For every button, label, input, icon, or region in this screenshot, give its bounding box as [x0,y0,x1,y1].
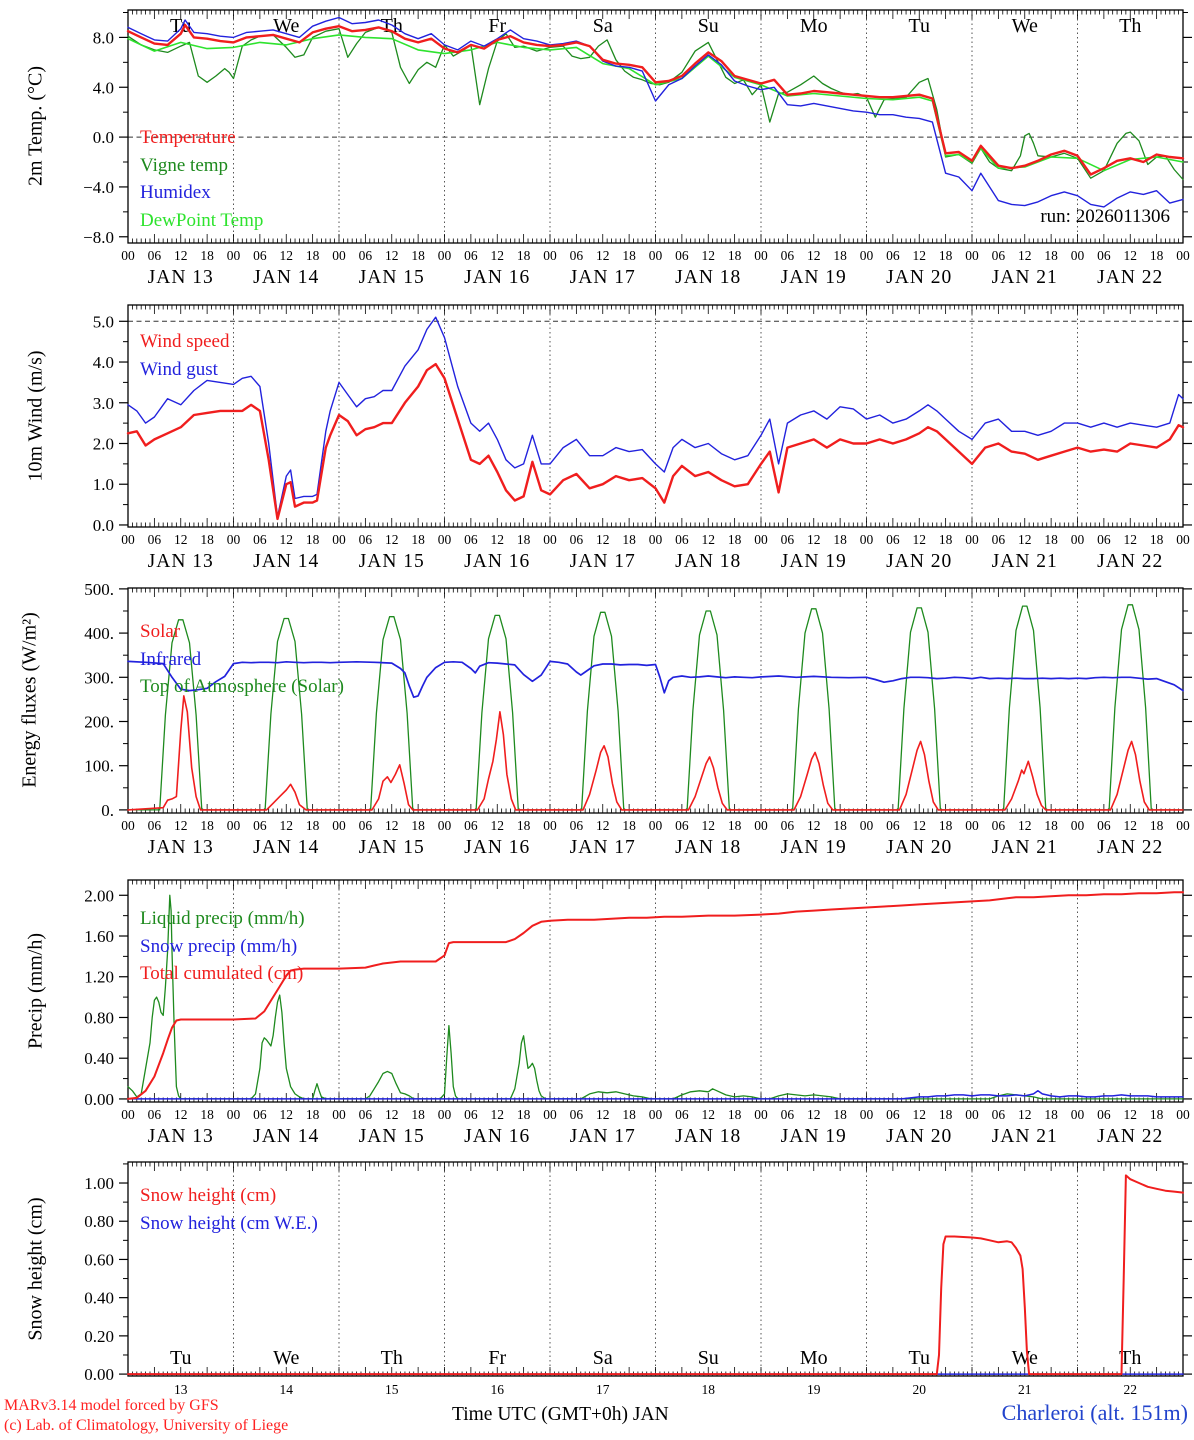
hour-tick-label: 00 [1176,532,1190,547]
day-number-label: 14 [279,1382,293,1397]
day-name-label: Th [380,15,403,37]
legend-item-snow-precip: Snow precip (mm/h) [140,935,298,957]
hour-tick-label: 18 [1149,818,1164,833]
date-label: JAN 19 [780,837,847,858]
date-label: JAN 21 [991,837,1058,858]
y-tick-label: 0.60 [84,1250,114,1270]
hour-tick-label: 12 [912,532,926,547]
hour-tick-label: 06 [464,532,478,547]
day-number-label: 21 [1018,1382,1032,1397]
day-name-label: Sa [592,15,613,37]
y-tick-label: −8.0 [83,227,114,247]
hour-tick-label: 18 [833,248,847,263]
hour-tick-label: 12 [596,818,610,833]
hour-tick-label: 00 [121,1107,135,1122]
hour-tick-label: 06 [569,818,584,833]
y-tick-label: 8.0 [92,28,114,48]
date-label: JAN 13 [147,551,214,572]
hour-tick-label: 18 [200,248,214,263]
y-tick-label: 0.00 [84,1089,114,1109]
hour-tick-label: 00 [121,248,135,263]
day-name-label: We [1011,1347,1038,1369]
hour-tick-label: 06 [675,532,689,547]
hour-tick-label: 06 [675,818,689,833]
hour-tick-label: 12 [279,818,293,833]
hour-tick-label: 06 [358,248,373,263]
hour-tick-label: 18 [411,818,425,833]
hour-tick-label: 12 [1018,1107,1032,1122]
hour-tick-label: 06 [253,532,267,547]
hour-tick-label: 12 [174,818,188,833]
hour-tick-label: 12 [385,1107,399,1122]
hour-tick-label: 18 [727,1107,742,1122]
day-name-label: Th [380,1347,403,1369]
day-name-label: Tu [908,1347,931,1369]
hour-tick-label: 12 [807,1107,821,1122]
date-label: JAN 14 [253,1126,320,1147]
hour-tick-label: 00 [965,532,979,547]
hour-tick-label: 06 [1097,532,1111,547]
hour-tick-label: 12 [807,532,821,547]
hour-tick-label: 06 [147,532,162,547]
y-tick-label: 0.0 [92,128,114,148]
hour-tick-label: 00 [648,532,663,547]
hour-tick-label: 00 [543,1107,557,1122]
y-tick-label: 1.00 [84,1174,114,1194]
hour-tick-label: 00 [332,532,346,547]
date-label: JAN 16 [464,1126,531,1147]
y-tick-label: 400. [84,624,114,644]
hour-tick-label: 06 [886,1107,900,1122]
date-label: JAN 20 [886,267,953,288]
hour-tick-label: 12 [807,248,821,263]
hour-tick-label: 12 [701,1107,715,1122]
hour-tick-label: 18 [516,532,531,547]
hour-tick-label: 06 [569,532,584,547]
date-label: JAN 21 [991,551,1058,572]
date-label: JAN 18 [675,551,742,572]
hour-tick-label: 18 [516,248,531,263]
station-label: Charleroi (alt. 151m) [1001,1400,1188,1425]
y-tick-label: 0.20 [84,1326,114,1346]
day-name-label: We [1011,15,1038,37]
hour-tick-label: 00 [754,1107,768,1122]
y-tick-label: 2.0 [92,434,114,454]
hour-tick-label: 12 [1123,532,1137,547]
hour-tick-label: 06 [253,248,267,263]
legend-item-liquid-precip: Liquid precip (mm/h) [140,908,305,929]
hour-tick-label: 12 [279,1107,293,1122]
hour-tick-label: 12 [174,248,188,263]
hour-tick-label: 00 [332,1107,346,1122]
date-label: JAN 19 [780,1126,847,1147]
hour-tick-label: 00 [1070,1107,1085,1122]
hour-tick-label: 06 [569,248,584,263]
series-solar [128,696,1183,810]
hour-tick-label: 12 [174,1107,188,1122]
hour-tick-label: 06 [253,1107,267,1122]
day-number-label: 19 [807,1382,821,1397]
hour-tick-label: 00 [437,818,452,833]
run-label: run: 2026011306 [1040,206,1170,227]
hour-tick-label: 12 [596,1107,610,1122]
date-label: JAN 13 [147,1126,214,1147]
y-tick-label: 3.0 [92,393,114,413]
hour-tick-label: 06 [358,818,373,833]
legend-snow [140,1182,318,1237]
hour-tick-label: 12 [912,248,926,263]
legend-item-dewpoint-temp: DewPoint Temp [140,209,264,231]
hour-tick-label: 18 [1044,248,1058,263]
hour-tick-label: 06 [886,818,900,833]
footer-copyright: (c) Lab. of Climatology, University of Liege [4,1417,289,1434]
day-name-label: Tu [908,15,931,37]
legend-item-snow-height-we: Snow height (cm W.E.) [140,1212,318,1234]
legend-item-temperature: Temperature [140,127,236,148]
hour-tick-label: 00 [332,248,346,263]
x-axis-title-time-utc: Time UTC (GMT+0h) JAN [452,1404,669,1425]
day-name-label: Tu [169,1347,192,1369]
hour-tick-label: 12 [490,1107,504,1122]
day-name-label: Su [697,1347,719,1369]
day-number-label: 13 [174,1382,188,1397]
hour-tick-label: 18 [411,1107,425,1122]
date-label: JAN 17 [569,551,636,572]
hour-tick-label: 18 [305,1107,320,1122]
y-axis-title-energy: Energy fluxes (W/m²) [18,612,41,788]
hour-tick-label: 18 [1149,532,1164,547]
hour-tick-label: 12 [1018,818,1032,833]
hour-tick-label: 12 [701,818,715,833]
hour-tick-label: 00 [859,532,874,547]
hour-tick-label: 12 [1123,1107,1137,1122]
hour-tick-label: 12 [490,532,504,547]
legend-energy [140,618,344,701]
hour-tick-label: 18 [1044,1107,1058,1122]
day-number-label: 20 [912,1382,926,1397]
y-axis-title-temperature: 2m Temp. (°C) [24,65,47,187]
hour-tick-label: 18 [200,532,214,547]
hour-tick-label: 00 [859,1107,874,1122]
hour-tick-label: 00 [1176,818,1190,833]
hour-tick-label: 06 [147,1107,162,1122]
y-axis-title-precip: Precip (mm/h) [24,932,47,1050]
hour-tick-label: 00 [648,818,663,833]
hour-tick-label: 06 [464,248,478,263]
y-tick-label: 2.00 [84,886,114,906]
hour-tick-label: 06 [991,1107,1006,1122]
hour-tick-label: 00 [226,532,241,547]
hour-tick-label: 18 [727,248,742,263]
day-name-label: Mo [799,1347,828,1369]
day-number-label: 16 [490,1382,504,1397]
hour-tick-label: 00 [965,248,979,263]
hour-tick-label: 00 [437,1107,452,1122]
day-name-label: Su [697,15,719,37]
date-label: JAN 14 [253,267,320,288]
series-vigne-temp [128,27,1183,179]
hour-tick-label: 18 [938,532,953,547]
date-label: JAN 17 [569,267,636,288]
hour-tick-label: 00 [543,532,557,547]
date-label: JAN 16 [464,267,531,288]
hour-tick-label: 18 [938,1107,953,1122]
hour-tick-label: 18 [833,818,847,833]
y-tick-label: 1.20 [84,967,114,987]
hour-tick-label: 00 [226,248,241,263]
hour-tick-label: 06 [147,818,162,833]
legend-item-snow-height: Snow height (cm) [140,1185,277,1206]
hour-tick-label: 06 [1097,818,1111,833]
date-label: JAN 19 [780,267,847,288]
date-label: JAN 18 [675,267,742,288]
hour-tick-label: 12 [279,248,293,263]
y-tick-label: 0.0 [92,515,114,535]
y-tick-label: 100. [84,756,114,776]
y-tick-label: 5.0 [92,312,114,332]
day-name-label: Tu [169,15,192,37]
day-number-label: 17 [596,1382,610,1397]
hour-tick-label: 18 [622,248,636,263]
hour-tick-label: 00 [121,532,135,547]
date-label: JAN 18 [675,1126,742,1147]
hour-tick-label: 18 [622,1107,636,1122]
hour-tick-label: 00 [965,1107,979,1122]
hour-tick-label: 18 [833,1107,847,1122]
y-axis-title-wind: 10m Wind (m/s) [24,350,47,482]
hour-tick-label: 00 [648,248,663,263]
hour-tick-label: 06 [886,248,900,263]
hour-tick-label: 18 [622,818,636,833]
hour-tick-label: 12 [385,532,399,547]
date-label: JAN 14 [253,837,320,858]
date-label: JAN 16 [464,837,531,858]
date-label: JAN 22 [1097,551,1164,572]
hour-tick-label: 00 [754,818,768,833]
day-name-label: Th [1119,1347,1142,1369]
hour-tick-label: 00 [226,1107,241,1122]
date-label: JAN 20 [886,551,953,572]
hour-tick-label: 00 [859,248,874,263]
hour-tick-label: 12 [1018,532,1032,547]
y-tick-label: −4.0 [83,177,114,197]
hour-tick-label: 12 [596,248,610,263]
footer-model-credit: MARv3.14 model forced by GFS [4,1397,219,1414]
hour-tick-label: 06 [780,248,795,263]
day-number-label: 15 [385,1382,399,1397]
date-label: JAN 15 [358,267,425,288]
y-tick-label: 0.40 [84,1288,114,1308]
legend-item-toa-solar: Top of Atmosphere (Solar) [140,676,344,697]
hour-tick-label: 00 [1176,248,1190,263]
date-label: JAN 16 [464,551,531,572]
date-label: JAN 20 [886,837,953,858]
hour-tick-label: 12 [596,532,610,547]
hour-tick-label: 18 [1044,818,1058,833]
hour-tick-label: 18 [727,818,742,833]
hour-tick-label: 06 [358,532,373,547]
day-name-label: Sa [592,1347,613,1369]
legend-item-wind-gust: Wind gust [140,358,218,380]
hour-tick-label: 18 [305,248,320,263]
hour-tick-label: 12 [1123,818,1137,833]
legend-temperature [140,124,263,234]
hour-tick-label: 00 [226,818,241,833]
hour-tick-label: 06 [464,818,478,833]
date-label: JAN 22 [1097,267,1164,288]
hour-tick-label: 00 [437,532,452,547]
hour-tick-label: 06 [991,532,1006,547]
y-tick-label: 500. [84,579,114,599]
legend-item-solar: Solar [140,621,181,642]
hour-tick-label: 06 [780,818,795,833]
hour-tick-label: 00 [1176,1107,1190,1122]
hour-tick-label: 18 [200,818,214,833]
date-label: JAN 22 [1097,1126,1164,1147]
day-number-label: 18 [701,1382,715,1397]
hour-tick-label: 00 [1070,532,1085,547]
date-label: JAN 15 [358,1126,425,1147]
legend-item-vigne-temp: Vigne temp [140,154,229,176]
day-name-label: We [273,1347,300,1369]
hour-tick-label: 18 [516,818,531,833]
hour-tick-label: 06 [991,818,1006,833]
hour-tick-label: 06 [147,248,162,263]
hour-tick-label: 18 [833,532,847,547]
date-label: JAN 18 [675,837,742,858]
hour-tick-label: 18 [411,248,425,263]
hour-tick-label: 12 [385,818,399,833]
legend-wind [140,328,229,383]
hour-tick-label: 06 [569,1107,584,1122]
hour-tick-label: 06 [675,248,689,263]
date-label: JAN 20 [886,1126,953,1147]
hour-tick-label: 00 [1070,248,1085,263]
date-label: JAN 22 [1097,837,1164,858]
y-tick-label: 4.0 [92,353,114,373]
hour-tick-label: 12 [490,248,504,263]
hour-tick-label: 06 [780,1107,795,1122]
hour-tick-label: 06 [253,818,267,833]
hour-tick-label: 18 [727,532,742,547]
hour-tick-label: 06 [1097,248,1111,263]
y-tick-label: 0. [101,800,114,820]
day-name-label: Fr [488,15,507,37]
hour-tick-label: 18 [1044,532,1058,547]
hour-tick-label: 18 [305,818,320,833]
hour-tick-label: 18 [305,532,320,547]
day-name-label: Th [1119,15,1142,37]
hour-tick-label: 00 [1070,818,1085,833]
hour-tick-label: 12 [1123,248,1137,263]
date-label: JAN 14 [253,551,320,572]
y-tick-label: 0.40 [84,1049,114,1069]
hour-tick-label: 00 [332,818,346,833]
legend-item-total-cumulated: Total cumulated (cm) [140,963,304,984]
hour-tick-label: 00 [121,818,135,833]
hour-tick-label: 00 [648,1107,663,1122]
hour-tick-label: 00 [543,248,557,263]
hour-tick-label: 00 [543,818,557,833]
hour-tick-label: 12 [912,1107,926,1122]
hour-tick-label: 06 [991,248,1006,263]
hour-tick-label: 18 [1149,1107,1164,1122]
hour-tick-label: 12 [912,818,926,833]
series-humidex [128,18,1183,207]
legend-item-wind-speed: Wind speed [140,331,230,352]
day-name-label: We [273,15,300,37]
y-tick-label: 200. [84,712,114,732]
date-label: JAN 13 [147,267,214,288]
hour-tick-label: 12 [701,248,715,263]
hour-tick-label: 06 [358,1107,373,1122]
hour-tick-label: 12 [1018,248,1032,263]
hour-tick-label: 18 [1149,248,1164,263]
date-label: JAN 17 [569,1126,636,1147]
y-tick-label: 4.0 [92,78,114,98]
y-tick-label: 0.80 [84,1008,114,1028]
hour-tick-label: 00 [754,248,768,263]
hour-tick-label: 18 [200,1107,214,1122]
hour-tick-label: 18 [938,248,953,263]
hour-tick-label: 18 [411,532,425,547]
hour-tick-label: 06 [675,1107,689,1122]
panel-wind [93,305,1192,572]
hour-tick-label: 12 [807,818,821,833]
hour-tick-label: 12 [174,532,188,547]
hour-tick-label: 12 [701,532,715,547]
y-tick-label: 300. [84,668,114,688]
hour-tick-label: 00 [437,248,452,263]
hour-tick-label: 00 [754,532,768,547]
hour-tick-label: 12 [490,818,504,833]
legend-item-humidex: Humidex [140,182,211,203]
date-label: JAN 17 [569,837,636,858]
hour-tick-label: 06 [464,1107,478,1122]
hour-tick-label: 12 [279,532,293,547]
y-tick-label: 0.00 [84,1365,114,1385]
legend-item-infrared: Infrared [140,648,202,670]
day-name-label: Fr [488,1347,507,1369]
date-label: JAN 21 [991,267,1058,288]
hour-tick-label: 12 [385,248,399,263]
day-number-label: 22 [1123,1382,1137,1397]
hour-tick-label: 18 [622,532,636,547]
y-axis-title-snow: Snow height (cm) [24,1197,47,1341]
date-label: JAN 15 [358,551,425,572]
hour-tick-label: 18 [516,1107,531,1122]
day-name-label: Mo [799,15,828,37]
date-label: JAN 15 [358,837,425,858]
y-tick-label: 1.0 [92,475,114,495]
hour-tick-label: 00 [965,818,979,833]
hour-tick-label: 18 [938,818,953,833]
legend-precip [140,905,305,988]
hour-tick-label: 06 [1097,1107,1111,1122]
hour-tick-label: 06 [886,532,900,547]
y-tick-label: 1.60 [84,927,114,947]
date-label: JAN 21 [991,1126,1058,1147]
hour-tick-label: 06 [780,532,795,547]
hour-tick-label: 00 [859,818,874,833]
date-label: JAN 13 [147,837,214,858]
y-tick-label: 0.80 [84,1212,114,1232]
date-label: JAN 19 [780,551,847,572]
